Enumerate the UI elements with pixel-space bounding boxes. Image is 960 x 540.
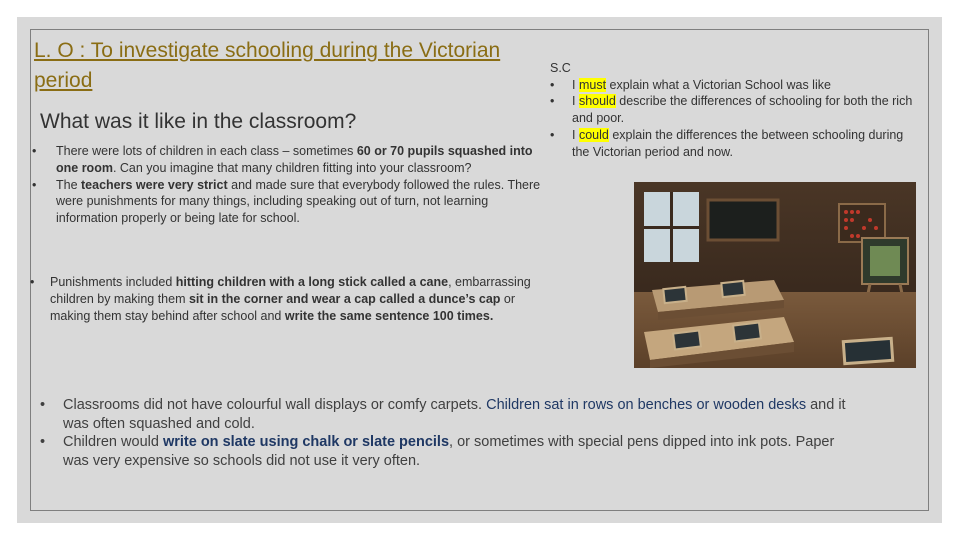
text-run: Children would bbox=[63, 434, 163, 451]
bullet-strict-teachers bbox=[32, 177, 552, 227]
bullet-classroom-displays bbox=[40, 396, 860, 433]
punishments-paragraph bbox=[30, 274, 555, 324]
text-run: . Can you imagine that many children fitting into your classroom? bbox=[112, 160, 472, 175]
bold-run: teachers were very strict bbox=[81, 177, 228, 192]
criterion-text: I bbox=[572, 94, 579, 109]
criterion-text: explain what a Victorian School was like bbox=[606, 77, 831, 92]
success-criterion-must bbox=[550, 77, 920, 94]
bold-run: sit in the corner and wear a cap called a dunce’s cap bbox=[188, 291, 501, 306]
text-run: or making them stay behind after school and bbox=[50, 291, 516, 323]
section-subtitle: What was it like in the classroom? bbox=[40, 110, 357, 133]
success-criteria bbox=[550, 60, 920, 160]
emphasis-run: Children sat in rows on benches or wooden desks bbox=[486, 397, 807, 413]
highlight-must: must bbox=[578, 77, 607, 92]
text-run: Punishments included bbox=[50, 275, 176, 289]
criterion-text: describe the differences of schooling for both the rich and poor. bbox=[572, 94, 913, 126]
emphasis-run: write on slate using chalk or slate pencils bbox=[162, 434, 450, 451]
highlight-should: should bbox=[578, 94, 616, 109]
bullet-slate-writing bbox=[40, 433, 860, 470]
criterion-text: I bbox=[572, 77, 579, 92]
criterion-text: I bbox=[572, 127, 579, 142]
criterion-text: explain the differences the between schooling during the Victorian period and now. bbox=[572, 127, 904, 159]
classroom-conditions-paragraph bbox=[40, 396, 860, 470]
text-run: , embarrassing children by making them bbox=[50, 275, 531, 306]
learning-objective-title: L. O : To investigate schooling during the Victorian period bbox=[34, 39, 501, 92]
success-criterion-should bbox=[550, 93, 920, 126]
bold-run: write the same sentence 100 times. bbox=[284, 308, 494, 323]
text-run: and it was often squashed and cold. bbox=[63, 397, 846, 432]
bold-run: hitting children with a long stick called a cane bbox=[175, 275, 449, 289]
text-run: , or sometimes with special pens dipped into ink pots. Paper was very expensive so schools did not use it very often. bbox=[63, 434, 835, 469]
success-criteria-heading: S.C bbox=[550, 61, 571, 75]
bold-run: 60 or 70 pupils squashed into one room bbox=[56, 144, 533, 175]
highlight-could: could bbox=[578, 127, 609, 142]
bullet-punishments bbox=[30, 274, 555, 324]
text-run: There were lots of children in each class – sometimes bbox=[56, 144, 357, 158]
classroom-size-paragraph bbox=[32, 143, 552, 227]
text-run: The bbox=[56, 177, 82, 192]
success-criteria-list bbox=[550, 77, 920, 161]
victorian-classroom-photo bbox=[634, 182, 916, 368]
text-run: and made sure that everybody followed the rules. There were punishments for many things, including speaking out of turn, not learning information properly or being late for school. bbox=[56, 177, 541, 226]
classroom-photo-graphic bbox=[634, 182, 916, 368]
success-criterion-could bbox=[550, 127, 920, 160]
text-run: Classrooms did not have colourful wall displays or comfy carpets. bbox=[63, 397, 487, 413]
bullet-class-size bbox=[32, 143, 552, 177]
